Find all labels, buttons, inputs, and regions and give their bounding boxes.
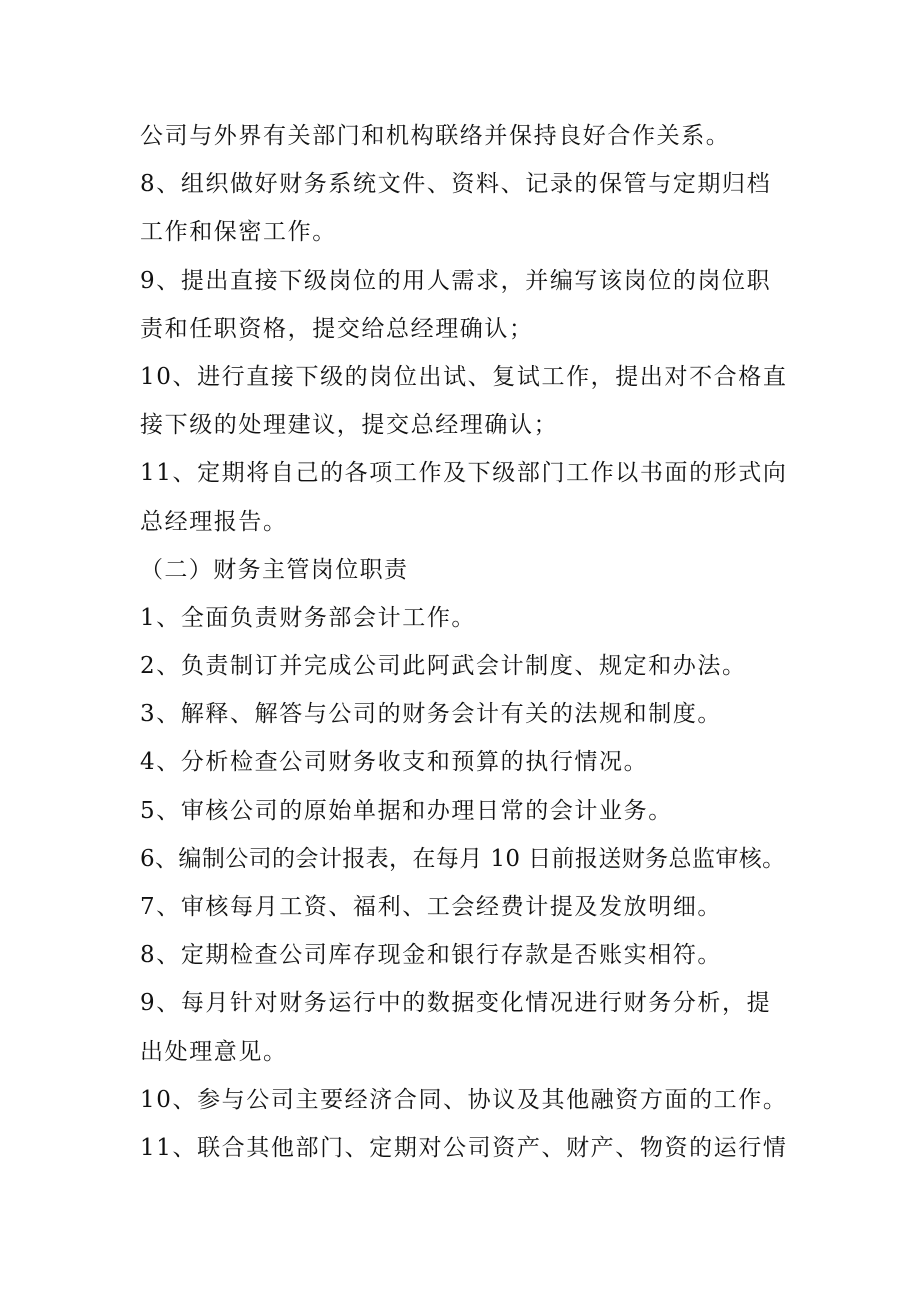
- text-line-7: 接下级的处理建议，提交总经理确认；: [140, 412, 559, 439]
- text-line-14: 4、分析检查公司财务收支和预算的执行情况。: [140, 749, 649, 776]
- text-line-12: 2、负责制订并完成公司此阿武会计制度、规定和办法。: [140, 653, 747, 680]
- text-line-4: 9、提出直接下级岗位的用人需求，并编写该岗位的岗位职: [140, 267, 772, 294]
- text-line-11: 1、全面负责财务部会计工作。: [140, 604, 477, 631]
- text-line-6: 10、进行直接下级的岗位出试、复试工作，提出对不合格直: [140, 363, 788, 390]
- text-line-13: 3、解释、解答与公司的财务会计有关的法规和制度。: [140, 701, 723, 728]
- text-line-18: 8、定期检查公司库存现金和银行存款是否账实相符。: [140, 942, 723, 969]
- text-line-9: 总经理报告。: [140, 508, 288, 535]
- text-line-17: 7、审核每月工资、福利、工会经费计提及发放明细。: [140, 894, 723, 920]
- text-line-22: 11、联合其他部门、定期对公司资产、财产、物资的运行情: [140, 1134, 788, 1161]
- text-line-16: 6、编制公司的会计报表，在每月 10 日前报送财务总监审核。: [140, 845, 786, 872]
- text-line-2: 8、组织做好财务系统文件、资料、记录的保管与定期归档: [140, 171, 772, 198]
- text-line-8: 11、定期将自己的各项工作及下级部门工作以书面的形式向: [140, 460, 788, 487]
- text-line-15: 5、审核公司的原始单据和办理日常的会计业务。: [140, 797, 673, 824]
- section-heading: （二）财务主管岗位职责: [140, 556, 409, 583]
- text-line-1: 公司与外界有关部门和机构联络并保持良好合作关系。: [140, 123, 731, 149]
- text-line-5: 责和任职资格，提交给总经理确认；: [140, 315, 534, 342]
- text-line-19: 9、每月针对财务运行中的数据变化情况进行财务分析，提: [140, 990, 772, 1017]
- text-line-3: 工作和保密工作。: [140, 219, 337, 246]
- text-line-21: 10、参与公司主要经济合同、协议及其他融资方面的工作。: [140, 1086, 788, 1113]
- text-line-20: 出处理意见。: [140, 1038, 288, 1065]
- document-body: [140, 112, 820, 1172]
